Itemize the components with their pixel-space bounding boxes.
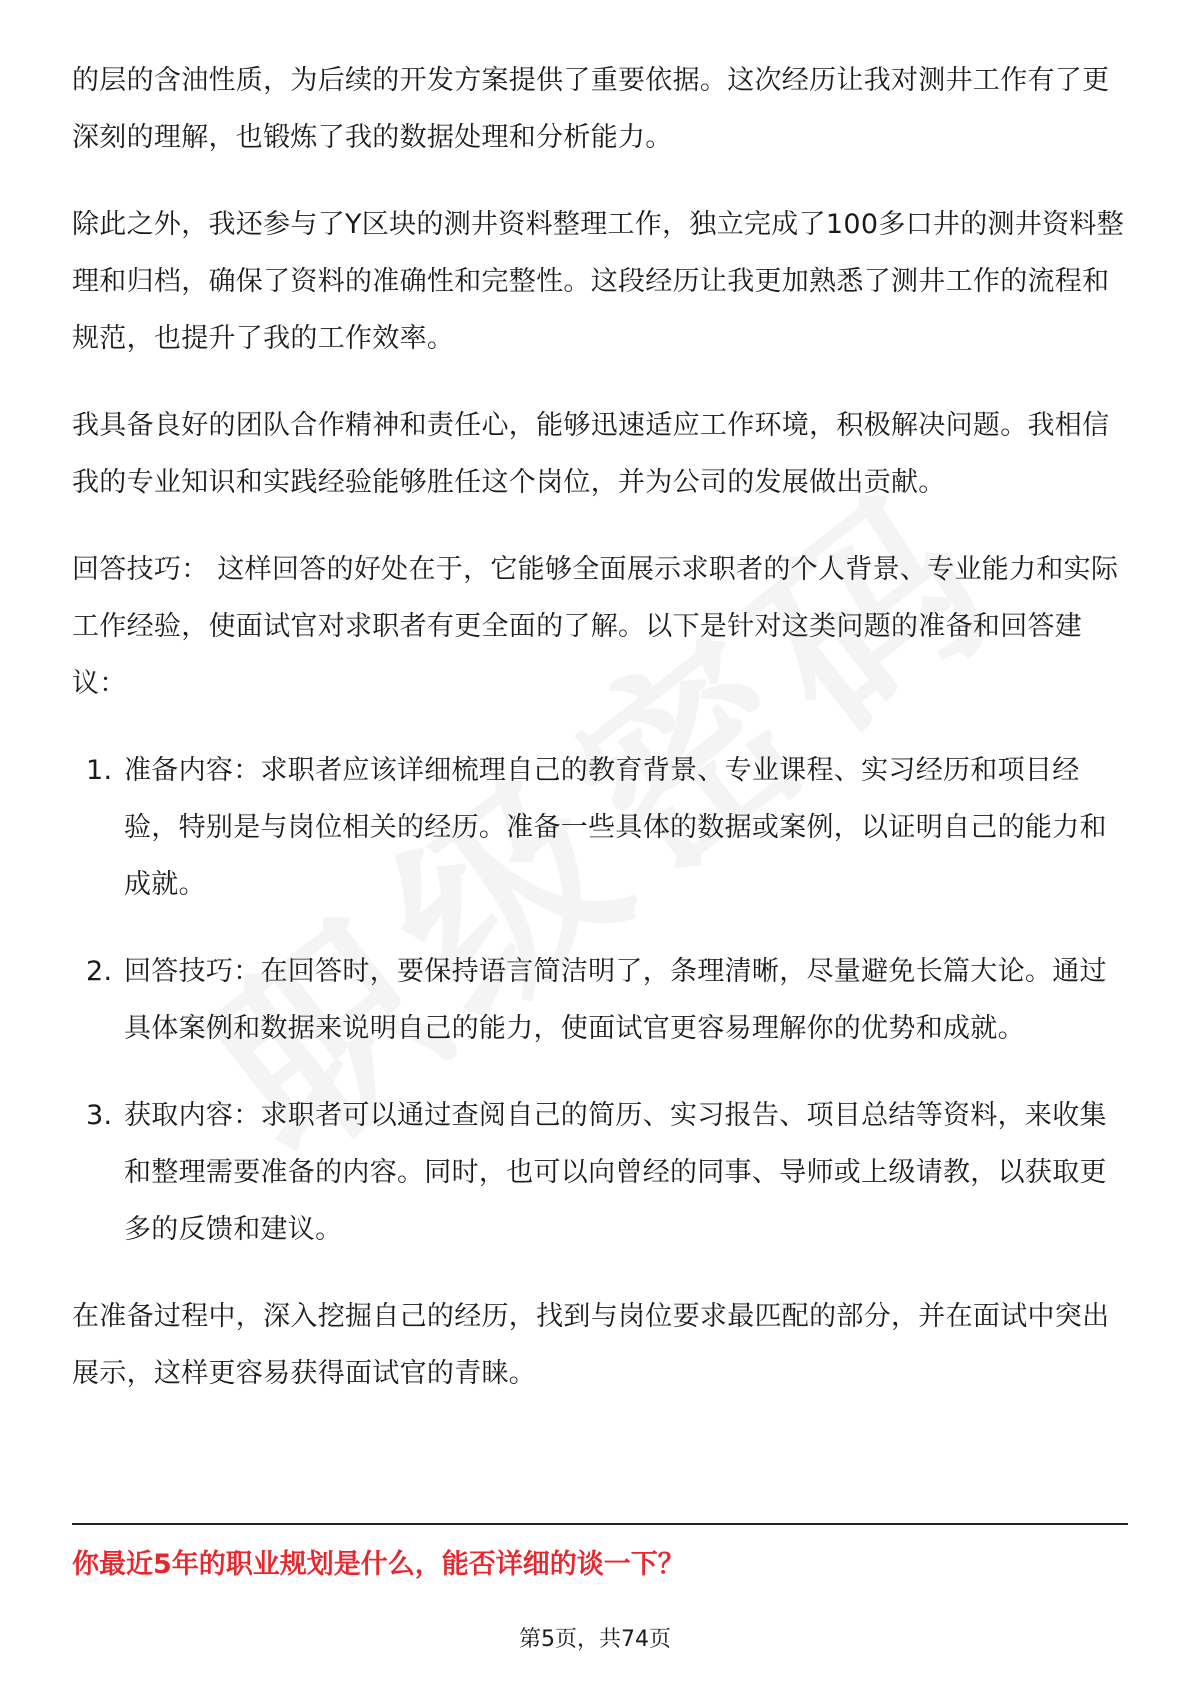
list-item-number: 3.	[86, 1100, 113, 1131]
list-item-text: 获取内容：求职者可以通过查阅自己的简历、实习报告、项目总结等资料，来收集和整理需要准备的内容。同时，也可以向曾经的同事、导师或上级请教，以获取更多的反馈和建议。	[124, 1100, 1107, 1245]
tips-list	[72, 742, 1128, 1258]
list-item-number: 1.	[86, 755, 113, 786]
next-question-heading: 你最近5年的职业规划是什么，能否详细的谈一下？	[72, 1549, 685, 1580]
list-item-text: 准备内容：求职者应该详细梳理自己的教育背景、专业课程、实习经历和项目经验，特别是与岗位相关的经历。准备一些具体的数据或案例，以证明自己的能力和成就。	[124, 755, 1107, 900]
paragraph-teamwork: 我具备良好的团队合作精神和责任心，能够迅速适应工作环境，积极解决问题。我相信我的专业知识和实践经验能够胜任这个岗位，并为公司的发展做出贡献。	[72, 410, 1110, 498]
paragraph-data-organization: 除此之外，我还参与了Y区块的测井资料整理工作，独立完成了100多口井的测井资料整理和归档，确保了资料的准确性和完整性。这段经历让我更加熟悉了测井工作的流程和规范，也提升了我的工作效率。	[72, 209, 1125, 354]
list-item	[72, 943, 1128, 1057]
list-item-number: 2.	[86, 956, 113, 987]
paragraph-oil-properties: 的层的含油性质，为后续的开发方案提供了重要依据。这次经历让我对测井工作有了更深刻的理解，也锻炼了我的数据处理和分析能力。	[72, 65, 1110, 153]
paragraph-answer-tips: 回答技巧： 这样回答的好处在于，它能够全面展示求职者的个人背景、专业能力和实际工作经验，使面试官对求职者有更全面的了解。以下是针对这类问题的准备和回答建议：	[72, 554, 1119, 699]
list-item-text: 回答技巧：在回答时，要保持语言简洁明了，条理清晰，尽量避免长篇大论。通过具体案例和数据来说明自己的能力，使面试官更容易理解你的优势和成就。	[124, 956, 1107, 1044]
list-item	[72, 742, 1128, 913]
list-item	[72, 1087, 1128, 1258]
section-divider	[72, 1523, 1128, 1525]
paragraph-closing: 在准备过程中，深入挖掘自己的经历，找到与岗位要求最匹配的部分，并在面试中突出展示，这样更容易获得面试官的青睐。	[72, 1301, 1110, 1389]
page-footer: 第5页，共74页	[519, 1627, 671, 1652]
document-body	[72, 52, 1128, 1432]
